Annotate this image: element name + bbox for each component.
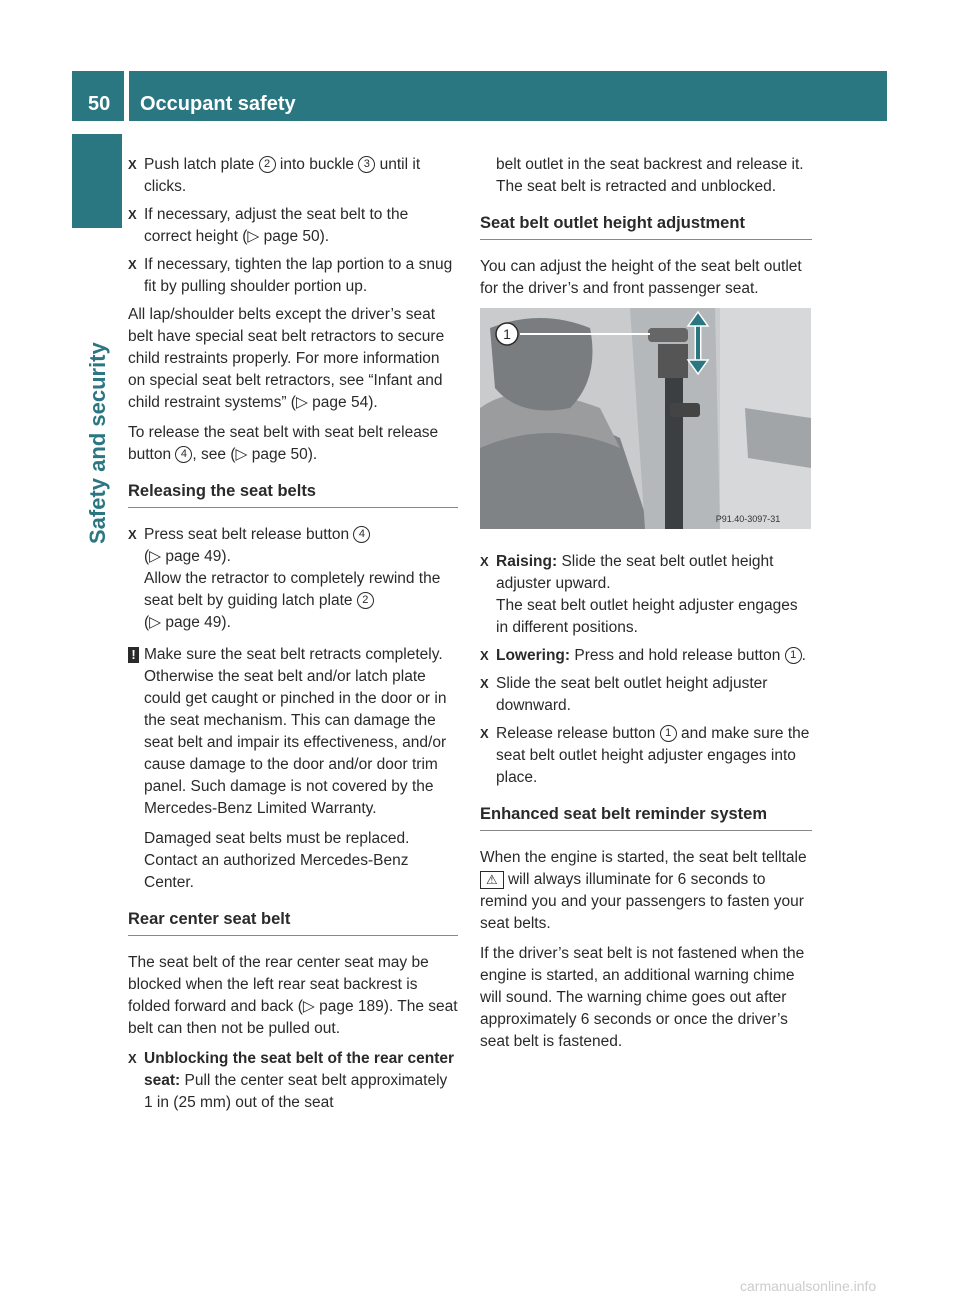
callout-4: 4 <box>175 446 192 463</box>
paragraph: The seat belt of the rear center seat may be blocked when the left rear seat backrest is folded forward and back (▷ page 189). The seat belt can then not be pulled out. <box>128 954 458 1037</box>
bullet-icon: X <box>128 207 137 222</box>
paragraph: When the engine is started, the seat belt telltale ⚠ will always illuminate for 6 seconds to remind you and your passengers to fasten your seat belts. <box>480 849 807 932</box>
figure-code: P91.40-3097-31 <box>715 514 781 524</box>
section-heading: Releasing the seat belts <box>128 480 458 508</box>
footer-watermark: carmanualsonline.info <box>740 1278 877 1294</box>
callout-2: 2 <box>357 592 374 609</box>
callout-label: 1 <box>503 326 511 342</box>
paragraph: The seat belt is retracted and unblocked. <box>496 178 777 195</box>
left-column <box>128 154 458 1120</box>
warning-note: ! Make sure the seat belt retracts completely. Otherwise the seat belt and/or latch plate could get caught or pinched in the door or in the seat mechanism. This can damage the seat belt and impair its effectiveness, and/or cause damage to the door and/or door trim panel. Such damage is not covered by the Mercedes-Benz Limited Warranty. Damaged seat belts must be replaced. Contact an authorized Mercedes-Benz Center. <box>128 644 458 894</box>
seat-belt-figure <box>480 308 811 529</box>
section-title: Occupant safety <box>140 93 296 115</box>
header-divider <box>124 71 129 121</box>
belt-guide <box>670 403 700 417</box>
list-item: X Unblocking the seat belt of the rear center seat: Pull the center seat belt approximately 1 in (25 mm) out of the seat <box>128 1050 455 1111</box>
figure-illustration <box>480 308 811 529</box>
list-item: X Press seat belt release button 4 (▷ page 49). Allow the retractor to completely rewind the seat belt by guiding latch plate 2 (▷ page 49). <box>128 526 441 631</box>
list-item: X If necessary, adjust the seat belt to the correct height (▷ page 50). <box>128 206 409 245</box>
seat-belt-telltale-icon: ⚠ <box>480 871 504 889</box>
warning-icon: ! <box>128 647 139 663</box>
bullet-icon: X <box>480 676 489 691</box>
callout-4: 4 <box>353 526 370 543</box>
paragraph: To release the seat belt with seat belt release button 4 , see (▷ page 50). <box>128 424 439 463</box>
bullet-icon: X <box>128 257 137 272</box>
height-adjuster <box>648 328 688 342</box>
list-item: X Push latch plate 2 into buckle 3 until it clicks. <box>128 156 421 195</box>
list-item: X Slide the seat belt outlet height adjuster downward. <box>480 675 768 714</box>
belt-outlet <box>658 344 688 378</box>
list-item: X If necessary, tighten the lap portion to a snug fit by pulling shoulder portion up. <box>128 256 453 295</box>
bullet-icon: X <box>128 1051 137 1066</box>
bullet-icon: X <box>480 648 489 663</box>
bullet-icon: X <box>480 726 489 741</box>
page-number: 50 <box>88 93 111 115</box>
side-tab <box>72 134 122 228</box>
bullet-icon: X <box>128 527 137 542</box>
list-item: X Raising: Slide the seat belt outlet height adjuster upward. The seat belt outlet height adjuster engages in different positions. <box>480 553 798 636</box>
list-item: X Release release button 1 and make sure the seat belt outlet height adjuster engages into place. <box>480 725 810 786</box>
callout-1: 1 <box>660 725 677 742</box>
paragraph: If the driver’s seat belt is not fastened when the engine is started, an additional warning chime will sound. The warning chime goes out after approximately 6 seconds or once the driver’s seat belt is fastened. <box>480 945 805 1050</box>
paragraph: You can adjust the height of the seat belt outlet for the driver’s and front passenger seat. <box>480 258 802 297</box>
callout-1: 1 <box>785 647 802 664</box>
list-item: X Lowering: Press and hold release button 1 . <box>480 645 812 667</box>
door-trim <box>745 408 811 468</box>
page-header <box>72 71 887 121</box>
bullet-icon: X <box>480 554 489 569</box>
callout-3: 3 <box>358 156 375 173</box>
section-heading: Rear center seat belt <box>128 908 458 936</box>
paragraph: All lap/shoulder belts except the driver’s seat belt have special seat belt retractors to secure child restraints properly. For more information on special seat belt retractors, see “Infant and child restraint systems” (▷ page 54). <box>128 306 445 411</box>
right-column <box>480 154 812 1061</box>
section-heading: Enhanced seat belt reminder system <box>480 803 812 831</box>
side-label: Safety and security <box>85 342 110 544</box>
callout-2: 2 <box>259 156 276 173</box>
paragraph: belt outlet in the seat backrest and release it. <box>496 156 804 173</box>
section-heading: Seat belt outlet height adjustment <box>480 212 812 240</box>
bullet-icon: X <box>128 157 137 172</box>
